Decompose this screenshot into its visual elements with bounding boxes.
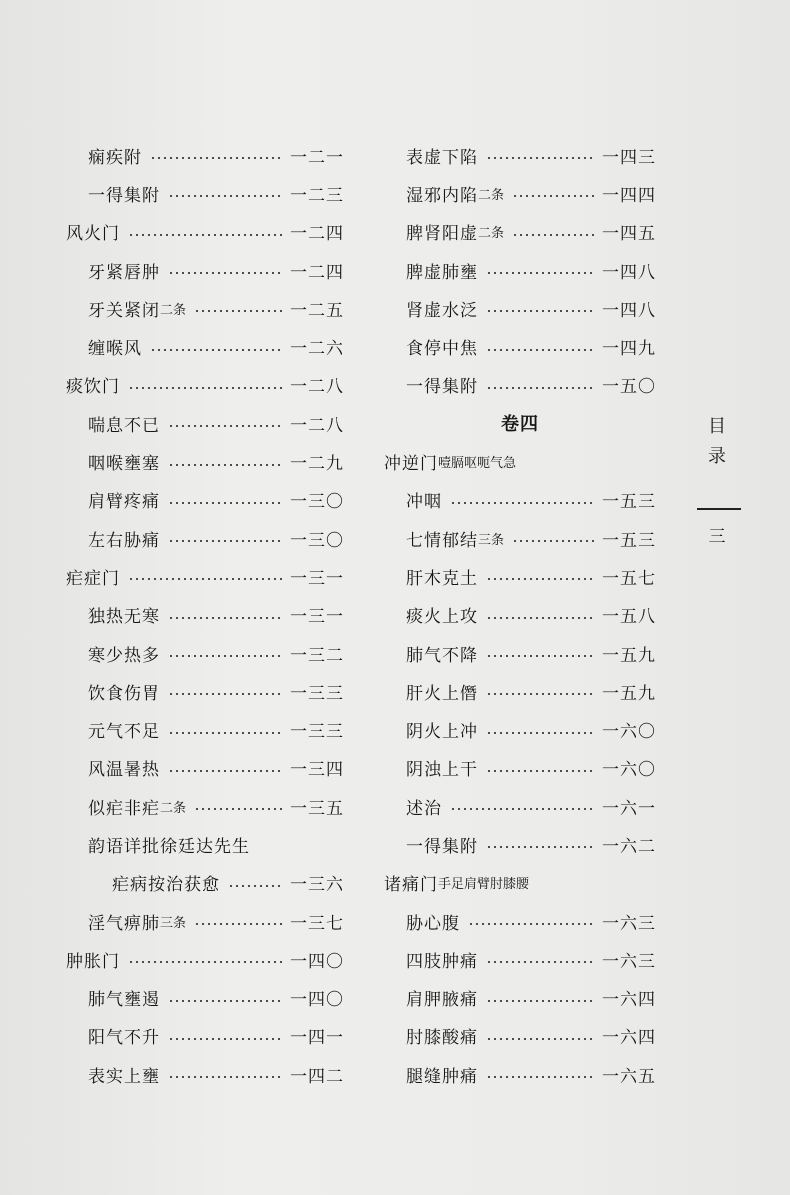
toc-entry-title: 痰饮门 <box>66 377 120 398</box>
toc-entry <box>384 519 656 557</box>
toc-entry-page: 一四八 <box>602 262 656 283</box>
toc-category <box>66 366 344 404</box>
toc-entry-title: 胁心腹 <box>406 913 460 934</box>
toc-entry <box>66 787 344 825</box>
toc-entry <box>384 557 656 595</box>
toc-entry-title: 腿缝肿痛 <box>406 1066 478 1087</box>
toc-entry-title: 脾肾阳虚 <box>406 224 478 245</box>
leader-dots <box>486 1076 594 1078</box>
leader-dots <box>468 923 594 925</box>
toc-entry-page: 一四〇 <box>290 990 344 1011</box>
leader-dots <box>486 578 594 580</box>
toc-entry-page: 一四三 <box>602 147 656 168</box>
toc-entry-note: 二条 <box>160 302 187 318</box>
toc-entry-page: 一二四 <box>290 224 344 245</box>
leader-dots <box>150 157 282 159</box>
toc-entry-title: 一得集附 <box>406 836 478 857</box>
leader-dots <box>194 923 282 925</box>
toc-entry-page: 一五七 <box>602 568 656 589</box>
page-number: 三 <box>708 527 726 547</box>
toc-entry-page: 一六四 <box>602 1028 656 1049</box>
toc-entry-title: 冲逆门 <box>384 454 438 475</box>
toc-entry-title: 牙关紧闭 <box>88 300 160 321</box>
leader-dots <box>168 617 282 619</box>
toc-entry-page: 一三二 <box>290 645 344 666</box>
toc-entry-page: 一五八 <box>602 607 656 628</box>
toc-entry <box>384 1017 656 1055</box>
toc-entry <box>384 672 656 710</box>
leader-dots <box>150 349 282 351</box>
toc-entry-note: 三条 <box>160 915 187 931</box>
toc-entry <box>66 327 344 365</box>
toc-entry-title: 脾虚肺壅 <box>406 262 478 283</box>
leader-dots <box>512 195 594 197</box>
toc-entry-page: 一四四 <box>602 185 656 206</box>
toc-entry <box>384 174 656 212</box>
toc-entry-title: 元气不足 <box>88 722 160 743</box>
toc-entry-page: 一二九 <box>290 454 344 475</box>
toc-entry <box>66 1017 344 1055</box>
toc-entry-page: 一二三 <box>290 185 344 206</box>
toc-entry-title: 风温暑热 <box>88 760 160 781</box>
toc-entry <box>66 596 344 634</box>
toc-entry-title: 肩臂疼痛 <box>88 492 160 513</box>
toc-entry-page: 一二一 <box>290 147 344 168</box>
toc-entry <box>66 825 344 863</box>
toc-entry-page: 一三〇 <box>290 530 344 551</box>
section-label-char: 录 <box>708 446 726 467</box>
toc-entry <box>384 136 656 174</box>
toc-entry-page: 一四一 <box>290 1028 344 1049</box>
toc-category <box>384 442 656 480</box>
toc-entry-page: 一六五 <box>602 1066 656 1087</box>
toc-entry <box>384 251 656 289</box>
toc-entry-page: 一六二 <box>602 836 656 857</box>
toc-entry-title: 阴浊上干 <box>406 760 478 781</box>
toc-entry <box>384 749 656 787</box>
toc-entry-title: 淫气痹肺 <box>88 913 160 934</box>
section-label-char: 目 <box>708 416 726 437</box>
toc-entry-page: 一三一 <box>290 568 344 589</box>
toc-category <box>384 864 656 902</box>
toc-entry <box>66 136 344 174</box>
toc-entry-page: 一四二 <box>290 1066 344 1087</box>
toc-entry-page: 一五〇 <box>602 377 656 398</box>
toc-entry-title: 寒少热多 <box>88 645 160 666</box>
leader-dots <box>168 655 282 657</box>
toc-category <box>66 213 344 251</box>
toc-entry-page: 一四八 <box>602 300 656 321</box>
toc-entry-note: 二条 <box>160 800 187 816</box>
toc-entry-title: 疟病按治获愈 <box>112 875 220 896</box>
leader-dots <box>486 387 594 389</box>
toc-entry-page: 一二八 <box>290 377 344 398</box>
toc-entry <box>66 481 344 519</box>
leader-dots <box>486 310 594 312</box>
toc-entry-page: 一二八 <box>290 415 344 436</box>
leader-dots <box>486 617 594 619</box>
leader-dots <box>128 234 282 236</box>
toc-entry-page: 一四五 <box>602 224 656 245</box>
toc-entry <box>384 289 656 327</box>
toc-left-column <box>66 136 344 1093</box>
leader-dots <box>128 578 282 580</box>
toc-entry-page: 一四〇 <box>290 951 344 972</box>
toc-entry-title: 左右胁痛 <box>88 530 160 551</box>
toc-entry-note: 二条 <box>478 187 505 203</box>
toc-entry <box>66 289 344 327</box>
leader-dots <box>486 732 594 734</box>
toc-entry-title: 喘息不已 <box>88 415 160 436</box>
leader-dots <box>168 770 282 772</box>
toc-entry-title: 食停中焦 <box>406 339 478 360</box>
leader-dots <box>228 885 282 887</box>
toc-entry-title: 表虚下陷 <box>406 147 478 168</box>
toc-entry <box>66 442 344 480</box>
leader-dots <box>512 234 594 236</box>
leader-dots <box>168 732 282 734</box>
leader-dots <box>194 808 282 810</box>
toc-entry-page: 一四九 <box>602 339 656 360</box>
leader-dots <box>194 310 282 312</box>
toc-entry-title: 似疟非疟 <box>88 798 160 819</box>
toc-entry <box>384 825 656 863</box>
toc-entry-page: 一六三 <box>602 913 656 934</box>
toc-entry-title: 韵语详批徐廷达先生 <box>88 836 250 857</box>
toc-entry <box>66 634 344 672</box>
toc-entry-page: 一六四 <box>602 990 656 1011</box>
toc-entry-page: 一三三 <box>290 683 344 704</box>
toc-entry-page: 一六一 <box>602 798 656 819</box>
toc-entry-page: 一三七 <box>290 913 344 934</box>
toc-entry-note: 三条 <box>478 532 505 548</box>
toc-entry <box>384 979 656 1017</box>
toc-entry <box>66 864 344 902</box>
leader-dots <box>168 1076 282 1078</box>
toc-entry-title: 咽喉壅塞 <box>88 454 160 475</box>
leader-dots <box>486 272 594 274</box>
toc-entry-title: 一得集附 <box>406 377 478 398</box>
leader-dots <box>168 1038 282 1040</box>
toc-entry <box>384 596 656 634</box>
toc-entry-note: 噎膈呕呃气急 <box>438 456 517 472</box>
toc-entry <box>66 710 344 748</box>
toc-entry-page: 一五三 <box>602 492 656 513</box>
toc-entry-title: 肝火上僭 <box>406 683 478 704</box>
toc-entry-title: 牙紧唇肿 <box>88 262 160 283</box>
toc-right-column <box>384 136 656 1093</box>
toc-entry-page: 一五九 <box>602 683 656 704</box>
leader-dots <box>128 387 282 389</box>
toc-category <box>66 557 344 595</box>
toc-entry-page: 一三〇 <box>290 492 344 513</box>
toc-entry <box>66 749 344 787</box>
toc-entry <box>66 251 344 289</box>
toc-entry-page: 一六〇 <box>602 722 656 743</box>
toc-entry-title: 疟症门 <box>66 568 120 589</box>
toc-entry <box>384 902 656 940</box>
leader-dots <box>486 693 594 695</box>
toc-entry <box>384 213 656 251</box>
toc-entry <box>66 672 344 710</box>
leader-dots <box>450 502 594 504</box>
toc-entry-title: 述治 <box>406 798 442 819</box>
toc-entry-title: 卷四 <box>501 414 539 436</box>
toc-entry-title: 肝木克土 <box>406 568 478 589</box>
section-rule <box>697 508 741 510</box>
toc-entry-title: 四肢肿痛 <box>406 951 478 972</box>
leader-dots <box>168 195 282 197</box>
leader-dots <box>450 808 594 810</box>
section-label <box>697 412 737 472</box>
toc-entry-title: 痫疾附 <box>88 147 142 168</box>
toc-entry <box>66 979 344 1017</box>
toc-entry-title: 独热无寒 <box>88 607 160 628</box>
leader-dots <box>168 1000 282 1002</box>
toc-entry-page: 一三六 <box>290 875 344 896</box>
toc-entry <box>384 634 656 672</box>
toc-entry-title: 肿胀门 <box>66 951 120 972</box>
leader-dots <box>486 1000 594 1002</box>
toc-entry-page: 一三一 <box>290 607 344 628</box>
toc-entry-title: 阴火上冲 <box>406 722 478 743</box>
toc-entry-page: 一二六 <box>290 339 344 360</box>
toc-entry-title: 冲咽 <box>406 492 442 513</box>
toc-entry <box>384 1055 656 1093</box>
toc-entry-title: 一得集附 <box>88 185 160 206</box>
toc-entry-title: 湿邪内陷 <box>406 185 478 206</box>
leader-dots <box>168 464 282 466</box>
leader-dots <box>486 349 594 351</box>
toc-entry <box>384 710 656 748</box>
leader-dots <box>512 540 594 542</box>
toc-entry-title: 表实上壅 <box>88 1066 160 1087</box>
leader-dots <box>168 502 282 504</box>
toc-entry-page: 一三四 <box>290 760 344 781</box>
toc-category <box>66 940 344 978</box>
leader-dots <box>168 272 282 274</box>
leader-dots <box>128 961 282 963</box>
toc-entry-title: 风火门 <box>66 224 120 245</box>
toc-entry <box>66 902 344 940</box>
leader-dots <box>486 655 594 657</box>
leader-dots <box>486 770 594 772</box>
leader-dots <box>486 846 594 848</box>
toc-entry <box>66 519 344 557</box>
leader-dots <box>168 693 282 695</box>
toc-entry-title: 七情郁结 <box>406 530 478 551</box>
toc-entry-title: 肘膝酸痛 <box>406 1028 478 1049</box>
toc-entry <box>384 366 656 404</box>
toc-entry-title: 痰火上攻 <box>406 607 478 628</box>
toc-entry-title: 肺气壅遏 <box>88 990 160 1011</box>
toc-entry-title: 饮食伤胃 <box>88 683 160 704</box>
leader-dots <box>168 425 282 427</box>
volume-heading <box>384 404 656 442</box>
toc-entry <box>66 174 344 212</box>
toc-entry-page: 一三三 <box>290 722 344 743</box>
leader-dots <box>168 540 282 542</box>
toc-entry-title: 阳气不升 <box>88 1028 160 1049</box>
toc-entry <box>384 787 656 825</box>
toc-entry-title: 肺气不降 <box>406 645 478 666</box>
toc-entry-page: 一五三 <box>602 530 656 551</box>
toc-entry-page: 一二四 <box>290 262 344 283</box>
toc-entry <box>384 940 656 978</box>
toc-entry-page: 一三五 <box>290 798 344 819</box>
toc-entry <box>66 1055 344 1093</box>
leader-dots <box>486 157 594 159</box>
toc-entry-page: 一六三 <box>602 951 656 972</box>
toc-entry-title: 肩胛腋痛 <box>406 990 478 1011</box>
toc-entry-page: 一六〇 <box>602 760 656 781</box>
toc-entry-page: 一二五 <box>290 300 344 321</box>
toc-entry-note: 二条 <box>478 226 505 242</box>
toc-entry-note: 手足肩臂肘膝腰 <box>438 877 530 893</box>
toc-entry-title: 缠喉风 <box>88 339 142 360</box>
toc-entry <box>384 327 656 365</box>
toc-entry <box>384 481 656 519</box>
toc-entry <box>66 404 344 442</box>
leader-dots <box>486 961 594 963</box>
toc-entry-title: 肾虚水泛 <box>406 300 478 321</box>
toc-entry-title: 诸痛门 <box>384 875 438 896</box>
toc-entry-page: 一五九 <box>602 645 656 666</box>
leader-dots <box>486 1038 594 1040</box>
